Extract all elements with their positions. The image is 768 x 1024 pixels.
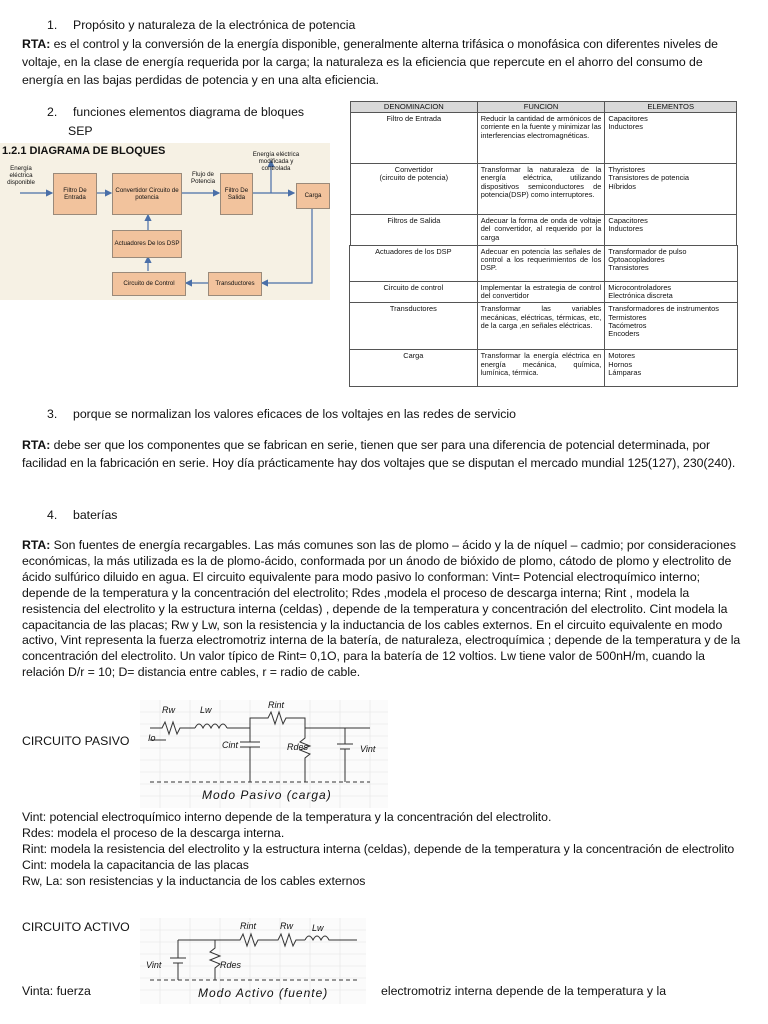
pasivo-caption: Modo Pasivo (carga) (202, 788, 332, 802)
answer-4: RTA: Son fuentes de energía recargables. Las más comunes son las de plomo – ácido y la de níquel – cadmio; por consideraciones económicas, la más utilizada es la de plomo-ácido, conformada por un ánodo de bióxido de plomo, cátodo de plomo y electrolito de ácido sulfúrico diluido en agua. El circuito equivalente para modo pasivo lo conforman: Vint= Potencial electroquímico interno; depende de la temperatura y la concentración del electrolito; Rdes ,modela el proceso de descarga interna; Rint , modela la resistencia del electrolito y la estructura interna (celdas) , depende de la temperatura y concentración del electrolito. Cint modela la capacitancia de las placas; Rw y Lw, son la resistencia y la inductancia de los cables externos. En el circuito equivalente en modo activo, Vint representa la fuerza electromotriz interna de la batería, de naturaleza, electroquímica ; depende de la temperatura y de la concentración del electrolito. Un valor típico de Rint= 0,1O, para la batería de 12 voltios. Lw tiene valor de 500nH/m, cuando la relación D/r = 10; D= distancia entre cables, r = radio de cable. (22, 538, 741, 680)
table-cell: Transformar la naturaleza de la energía eléctrica, utilizando dispositivos semiconductores de potencia(DSP) como interruptores. (477, 164, 605, 215)
table-cell: Transformador de pulso Optoacopladores Transistores (605, 246, 738, 282)
functions-table-1 (350, 101, 737, 246)
answer-3: RTA: debe ser que los componentes que se fabrican en serie, tienen que ser para una diferencia de potencial determinada, por facilidad en la fabricación en serie. Hoy día prácticamente hay dos voltajes que se disputan el mercado mundial 125(127), 230(240). (22, 438, 736, 470)
table-row (350, 282, 738, 303)
question-4-title: 4. baterías (47, 508, 118, 522)
block-filtro-entrada: Filtro De Entrada (53, 173, 97, 215)
pasivo-io-label: Io (148, 733, 156, 743)
table-header: DENOMINACION (351, 102, 478, 113)
block-transductores: Transductores (208, 272, 262, 296)
definition-item: Vint: potencial electroquímico interno depende de la temperatura y la concentración del electrolito. (22, 810, 552, 824)
table-cell: Capacitores Inductores (605, 113, 737, 164)
pasivo-rint-label: Rint (268, 700, 285, 710)
table-cell: Carga (350, 350, 478, 387)
activo-vint-label: Vint (146, 960, 162, 970)
diagram-output-label: Energía eléctrica modificada y controlada (252, 151, 300, 172)
question-3-title: 3. porque se normalizan los valores eficaces de los voltajes en las redes de servicio (47, 407, 516, 421)
activo-rdes-label: Rdes (220, 960, 242, 970)
circuito-pasivo-label: CIRCUITO PASIVO (22, 734, 130, 748)
table-cell: Filtros de Salida (351, 215, 478, 246)
block-carga: Carga (296, 183, 330, 209)
definition-item: Rint: modela la resistencia del electrolito y la estructura interna (celdas), depende de la temperatura y la concentración de electrolito (22, 842, 735, 856)
block-diagram (0, 143, 330, 300)
table-cell: Microcontroladores Electrónica discreta (605, 282, 738, 303)
pasivo-cint-label: Cint (222, 740, 239, 750)
block-circuito-control: Circuito de Control (112, 272, 186, 296)
block-convertidor: Convertidor Circuito de potencia (112, 173, 182, 215)
activo-lw-label: Lw (312, 923, 324, 933)
table-header: FUNCION (477, 102, 605, 113)
activo-rw-label: Rw (280, 921, 293, 931)
table-row (351, 113, 737, 164)
definition-item: Rdes: modela el proceso de la descarga interna. (22, 826, 285, 840)
vinta-line-end: electromotriz interna depende de la temperatura y la (381, 984, 667, 998)
table-cell: Thyristores Transistores de potencia Híbridos (605, 164, 737, 215)
table-cell: Convertidor (circuito de potencia) (351, 164, 478, 215)
block-filtro-salida: Filtro De Salida (220, 173, 253, 215)
table-cell: Adecuar la forma de onda de voltaje del convertidor, al requerido por la carga (477, 215, 605, 246)
functions-table-2 (349, 245, 738, 387)
table-cell: Implementar la estrategia de control del convertidor (477, 282, 605, 303)
activo-caption: Modo Activo (fuente) (198, 986, 329, 1000)
pasivo-rw-label: Rw (162, 705, 175, 715)
table-cell: Reducir la cantidad de armónicos de corriente en la fuente y minimizar las interferencias electromagnéticas. (477, 113, 605, 164)
diagram-flujo-label: Flujo de Potencia (190, 171, 216, 185)
table-row (350, 246, 738, 282)
table-cell: Transformar las variables mecánicas, eléctricas, térmicas, etc, de la carga ,en señales eléctricas. (477, 303, 605, 350)
table-cell: Actuadores de los DSP (350, 246, 478, 282)
table-cell: Circuito de control (350, 282, 478, 303)
table-cell: Transductores (350, 303, 478, 350)
block-actuadores: Actuadores De los DSP (112, 230, 182, 258)
table-row (351, 215, 737, 246)
definitions-list (22, 809, 748, 889)
pasivo-vint-label: Vint (360, 744, 376, 754)
table-cell: Motores Hornos Lámparas (605, 350, 738, 387)
table-header: ELEMENTOS (605, 102, 737, 113)
definition-item: Cint: modela la capacitancia de las placas (22, 858, 249, 872)
circuito-activo-label: CIRCUITO ACTIVO (22, 920, 130, 934)
diagram-title: 1.2.1 DIAGRAMA DE BLOQUES (2, 145, 166, 157)
vinta-line-start: Vinta: fuerza (22, 984, 91, 998)
question-2-title-sep: SEP (68, 124, 93, 138)
answer-1: RTA: es el control y la conversión de la energía disponible, generalmente alterna trifásica o monofásica con diferentes niveles de voltaje, en la clase de energía requerida por la carga; la naturaleza es la eficiencia que repercute en el ahorro del consumo de energía en las bajas perdidas de potencia y en una alta eficiencia. (22, 37, 718, 87)
circuito-activo-sketch (140, 918, 366, 1004)
table-row (350, 350, 738, 387)
question-1-title: 1. Propósito y naturaleza de la electrónica de potencia (47, 18, 356, 32)
table-cell: Capacitores Inductores (605, 215, 737, 246)
question-2-title: 2. funciones elementos diagrama de bloques (47, 105, 305, 119)
table-cell: Filtro de Entrada (351, 113, 478, 164)
circuito-pasivo-sketch (140, 700, 388, 808)
pasivo-rdes-label: Rdes (287, 742, 309, 752)
definition-item: Rw, La: son resistencias y la inductancia de los cables externos (22, 874, 366, 888)
pasivo-lw-label: Lw (200, 705, 212, 715)
activo-rint-label: Rint (240, 921, 257, 931)
table-cell: Adecuar en potencia las señales de control a los requerimientos de los DSP. (477, 246, 605, 282)
table-row (351, 164, 737, 215)
diagram-input-label: Energía eléctrica disponible (7, 165, 35, 186)
table-row (350, 303, 738, 350)
table-cell: Transformar la energía eléctrica en energía mecánica, química, lumínica, térmica. (477, 350, 605, 387)
table-header-row (351, 102, 737, 113)
table-cell: Transformadores de instrumentos Termistores Tacómetros Encoders (605, 303, 738, 350)
